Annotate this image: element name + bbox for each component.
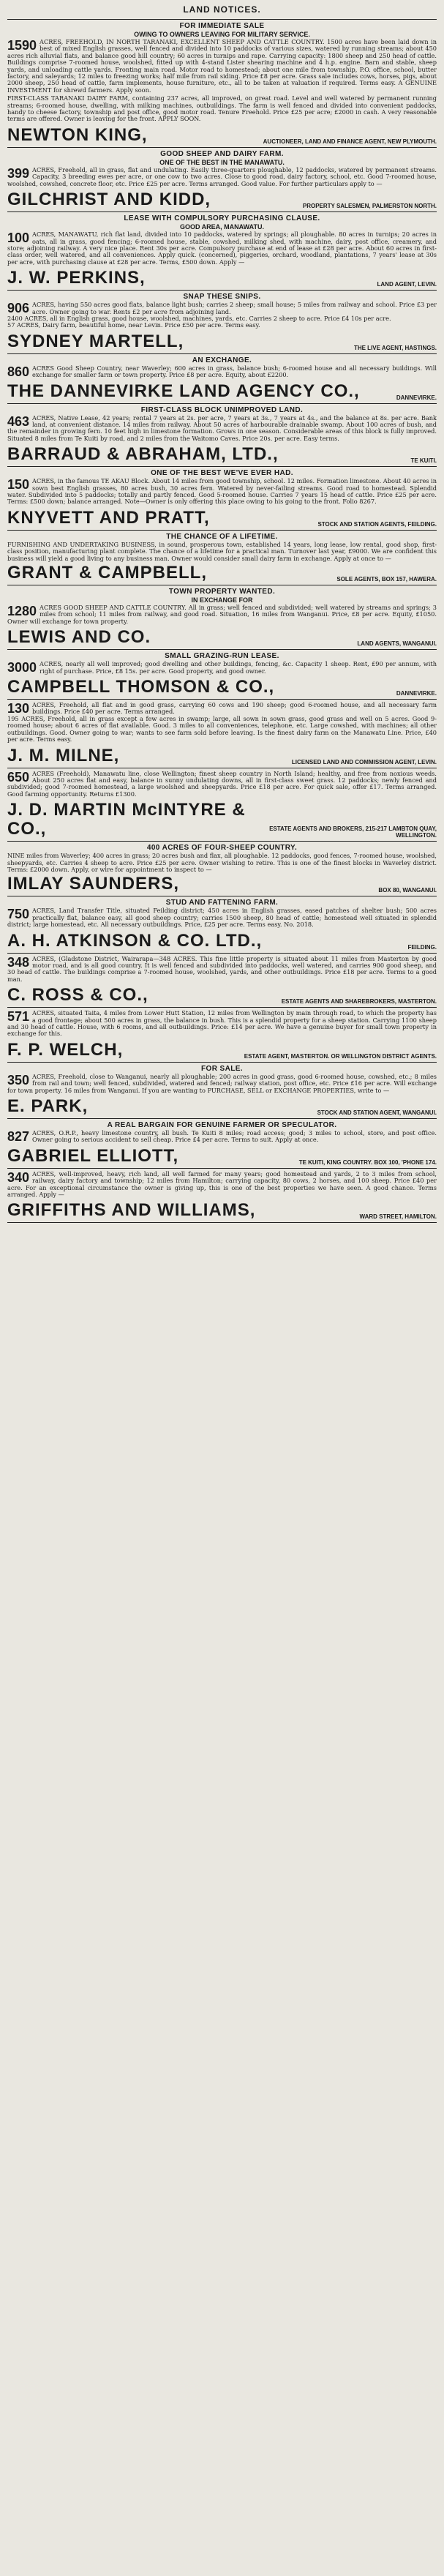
- ad-divider: [7, 211, 437, 212]
- ad-block: [7, 844, 437, 896]
- ad-agent-signature: [7, 986, 437, 1005]
- ad-subheading: GOOD AREA, MANAWATU.: [180, 223, 264, 231]
- ad-body: [7, 1010, 437, 1038]
- ad-divider: [7, 649, 437, 650]
- ad-block: [7, 293, 437, 354]
- ad-acreage-number: 1280: [7, 604, 37, 619]
- ad-block: [7, 588, 437, 650]
- ad-block: [7, 1121, 437, 1169]
- ad-agent-signature: [7, 190, 437, 209]
- agent-address: SOLE AGENTS, BOX 157, HAWERA.: [336, 576, 437, 583]
- ad-divider: [7, 699, 437, 700]
- ad-agent-signature: [7, 126, 437, 145]
- ad-agent-signature: [7, 509, 437, 528]
- ad-body-text: ACRES, O.R.P., heavy limestone country, all bush. Te Kuiti 8 miles; road access; good; 3 miles to school, store, and post office. Owner going to serious accident to sell cheap. Price £4 per acre. Terms to suit. Apply at once.: [32, 1129, 437, 1144]
- agent-address: AUCTIONEER, LAND AND FINANCE AGENT, NEW PLYMOUTH.: [263, 138, 437, 145]
- ad-body: [7, 907, 437, 928]
- ad-block: [7, 652, 437, 700]
- ad-subheading: IN EXCHANGE FOR: [191, 596, 253, 604]
- agent-name: J. D. MARTIN McINTYRE & CO.,: [7, 800, 246, 839]
- ad-block: [7, 1010, 437, 1063]
- agent-address: WARD STREET, HAMILTON.: [359, 1213, 437, 1221]
- ad-block: [7, 1065, 437, 1119]
- ad-body: [7, 365, 437, 379]
- ad-section-heading: 400 ACRES OF FOUR-SHEEP COUNTRY.: [146, 844, 298, 853]
- ad-body-text: ACRES, situated Taita, 4 miles from Lower Hutt Station, 12 miles from Wellington by main through road, to which the property has a good frontage; about 500 acres in grass, the balance in bush. This is a splendid property for a sheep station. Carrying 1100 sheep and 30 head of cattle. House, with 6 rooms, and all outbuildings. Price: £14 per acre. We have a genuine buyer for small town property in exchange for this.: [7, 1009, 437, 1038]
- agent-name: SYDNEY MARTELL,: [7, 331, 184, 351]
- ad-body-text: ACRES, nearly all well improved; good dwelling and other buildings, fencing, &c. Capacity 1 sheep. Rent, £90 per annum, with right of purchase. Price, £8 15s. per acre. Good property, and good owner.: [39, 660, 437, 675]
- ad-block: [7, 956, 437, 1008]
- ad-agent-signature: [7, 445, 437, 464]
- agent-name: F. P. WELCH,: [7, 1039, 124, 1060]
- ad-divider: [7, 1062, 437, 1063]
- ad-body: [7, 302, 437, 329]
- ad-divider: [7, 1118, 437, 1119]
- ad-acreage-number: 571: [7, 1009, 30, 1025]
- ad-agent-signature: [7, 746, 437, 765]
- ad-section-heading: GOOD SHEEP AND DAIRY FARM.: [160, 149, 284, 158]
- ad-section-heading: AN EXCHANGE.: [192, 356, 252, 364]
- agent-name: BARRAUD & ABRAHAM, LTD.,: [7, 444, 279, 465]
- ad-body: [7, 167, 437, 187]
- ad-subheading: OWING TO OWNERS LEAVING FOR MILITARY SERVICE.: [134, 31, 310, 38]
- ad-divider: [7, 1007, 437, 1008]
- ad-body: [7, 1130, 437, 1144]
- ad-divider: [7, 530, 437, 531]
- ad-acreage-number: 3000: [7, 660, 37, 675]
- ad-divider: [7, 466, 437, 467]
- page-header: LAND NOTICES.: [183, 4, 261, 15]
- ad-section-heading: ONE OF THE BEST WE'VE EVER HAD.: [151, 469, 293, 478]
- ad-body: [7, 542, 437, 562]
- ad-body-text: ACRES, well-improved, heavy, rich land, all well farmed for many years; good homestead and yards, 2 to 3 miles from school, railway, dairy factory and township; 12 miles from Hamilton; carrying capacity, 80 cows, 2 horses, and 100 sheep. Price £40 per acre. For an exceptional circumstance the owner is giving up, this is one of the best properties we have seen. A good chance. Terms arranged. Apply —: [7, 1169, 437, 1199]
- agent-name: IMLAY SAUNDERS,: [7, 874, 180, 894]
- ad-divider: [7, 403, 437, 404]
- ad-body: [7, 661, 437, 675]
- ad-section-heading: THE CHANCE OF A LIFETIME.: [166, 532, 278, 541]
- ad-agent-signature: [7, 932, 437, 951]
- ad-block: [7, 214, 437, 291]
- ad-body-text: ACRES, Native Lease, 42 years; rental 7 years at 2s. per acre, 7 years at 3s., 7 years at 4s., and the balance at 8s. per acre. Bank land, at convenient distance. 14 miles from railway. About 50 acres of harbourable drainable swamp. About 100 acres of bush, and the remainder in growing fern. 10 feet high in limestone formation. Grows in one season. Considerable areas of this block is fully improved. Situated 8 miles from Te Kuiti by road, and 2 miles from the Waitomo Caves. Price 20s. per acre. Easy terms.: [7, 413, 437, 442]
- ad-body: [7, 478, 437, 506]
- ad-agent-signature: [7, 875, 437, 894]
- ad-agent-signature: [7, 332, 437, 351]
- ad-body-text: ACRES, Freehold, all flat and in good grass, carrying 60 cows and 190 sheep; good 6-roomed house, and all necessary farm buildings. Price £40 per acre. Terms arranged. 195 ACRES, Freehold, all in grass except a few acres in swamp; large, all sown in sown grass, good grass and well on 5 acres. Good 9-roomed house; about 6 acres of flat available. Good. 3 miles to all conveniences, telephone, etc. Large cowshed, with machines; all other outbuildings. Good. Owner going to war; wants to see farm sold before leaving. Is the finest dairy farm on the Manawatu Line. Price, £40 per acre. Terms easy.: [7, 701, 437, 744]
- ad-acreage-number: 100: [7, 231, 30, 246]
- ad-body: [7, 1074, 437, 1094]
- ad-section-heading: SNAP THESE SNIPS.: [183, 293, 261, 302]
- agent-address: TE KUITI.: [410, 457, 437, 465]
- ads-column: [7, 22, 437, 1223]
- ad-body: [7, 604, 437, 625]
- ad-section-heading: LEASE WITH COMPULSORY PURCHASING CLAUSE.: [124, 214, 320, 223]
- ad-agent-signature: [7, 564, 437, 583]
- agent-address: LAND AGENT, LEVIN.: [377, 281, 437, 288]
- ad-body-text: ACRES GOOD SHEEP AND CATTLE COUNTRY. All in grass; well fenced and subdivided; well watered by streams and springs; 3 miles from school; 11 miles from railway, and good road. Situation, 16 miles from Wanganui. Price, £8 per acre. Equity, £1050. Owner will exchange for town property.: [7, 604, 437, 625]
- agent-address: STOCK AND STATION AGENT, WANGANUI.: [317, 1109, 437, 1117]
- agent-name: THE DANNEVIRKE LAND AGENCY CO.,: [7, 381, 360, 401]
- ad-block: [7, 533, 437, 585]
- agent-name: A. H. ATKINSON & CO. LTD.,: [7, 930, 263, 951]
- agent-address: ESTATE AGENTS AND SHAREBROKERS, MASTERTON.: [281, 998, 437, 1006]
- ad-acreage-number: 650: [7, 769, 30, 785]
- agent-address: PROPERTY SALESMEN, PALMERSTON NORTH.: [302, 203, 437, 210]
- ad-block: [7, 469, 437, 531]
- ad-acreage-number: 150: [7, 477, 30, 493]
- agent-address: DANNEVIRKE.: [396, 690, 437, 697]
- ad-divider: [7, 1222, 437, 1223]
- agent-name: LEWIS AND CO.: [7, 627, 151, 648]
- agent-name: C. ROSS & CO.,: [7, 985, 148, 1006]
- ad-block: [7, 1171, 437, 1224]
- agent-name: GILCHRIST AND KIDD,: [7, 190, 211, 210]
- ad-acreage-number: 860: [7, 364, 30, 379]
- ad-acreage-number: 1590: [7, 38, 37, 53]
- ad-secondary-body: FIRST-CLASS TARANAKI DAIRY FARM, containing 237 acres, all improved, on great road. Level and well watered by permanent running streams; 6-roomed house, dwelling, with milking machines, outbuildings. The farm is well fenced and divided into convenient paddocks, handy to cheese factory, township and post office, good motor road. Tenure Freehold. Price £25 per acre; £2000 in cash. A very reasonable terms are offered. Owner is leaving for the front. APPLY SOON.: [7, 94, 437, 123]
- ad-body-text: FURNISHING AND UNDERTAKING BUSINESS, in sound, prosperous town, established 14 years, long lease, low rental, good shop, first-class position, manufacturing plant complete. The chance of a lifetime for a practical man. Turnover last year, £9000. We are confident this business will yield a good living to any business man. Owner would consider small dairy farm in exchange. Apply at once to —: [7, 540, 437, 562]
- ad-agent-signature: [7, 1147, 437, 1166]
- ad-block: [7, 771, 437, 842]
- ad-agent-signature: [7, 382, 437, 401]
- ad-acreage-number: 750: [7, 907, 30, 922]
- ad-divider: [7, 1168, 437, 1169]
- agent-address: STOCK AND STATION AGENTS, FEILDING.: [317, 520, 437, 528]
- ad-body-text: ACRES, Freehold, all in grass, flat and undulating. Easily three-quarters ploughable, 12 paddocks, watered by permanent streams. Capacity, 3 breeding ewes per acre, or one cow to two acres. Close to good road, dairy factory, school, etc. Good 7-roomed house, woolshed, cowshed, concrete floor, etc. Price £25 per acre. Terms arranged. Good value. For further particulars apply to —: [7, 165, 437, 187]
- ad-agent-signature: [7, 801, 437, 839]
- ad-body: [7, 771, 437, 798]
- ad-acreage-number: 340: [7, 1169, 30, 1185]
- ad-block: [7, 899, 437, 953]
- ad-acreage-number: 827: [7, 1129, 30, 1145]
- ad-block: [7, 702, 437, 768]
- ad-body-text: ACRES, having 550 acres good flats, balance light bush; carries 2 sheep; small house; 5 miles from railway and school. Price £3 per acre. Owner going to war. Rents £2 per acre from adjoining land. 2400 ACRES, all in English grass, good house, woolshed, machines, yards, etc. Carries 2 sheep to acre. Price £4 10s per acre. 57 ACRES, Dairy farm, beautiful home, near Levin. Price £50 per acre. Terms easy.: [7, 301, 437, 329]
- ad-acreage-number: 348: [7, 954, 30, 970]
- ad-body-text: ACRES, Land Transfer Title, situated Feilding district; 450 acres in English grasses, eased patches of shelter bush; 500 acres practically flat, balance easy, all good sheep country; carries 1500 sheep, 80 head of cattle; homestead well situated in splendid district; large homestead, etc. All necessary outbuildings. Price, £25 per acre. Terms easy. No. 2018.: [7, 907, 437, 929]
- ad-body-text: ACRES (Freehold), Manawatu line, close Wellington; finest sheep country in North Island; healthy, and free from noxious weeds. About 250 acres flat and easy, balance in sunny undulating downs, all in first-class sweet grass. 12 paddocks; newly fenced and subdivided; good 7-roomed homestead, a large woolshed and sheepyards. Price £18 per acre. For quick sale, offer £17. Terms arranged. Good farming opportunity. Returns £1300.: [7, 769, 437, 798]
- ad-divider: [7, 147, 437, 148]
- ad-agent-signature: [7, 1041, 437, 1060]
- ad-agent-signature: [7, 269, 437, 288]
- ad-block: [7, 150, 437, 212]
- ad-body-text: ACRES, MANAWATU, rich flat land, divided into 10 paddocks, watered by springs; all ploughable. 80 acres in turnips; 20 acres in oats, all in grass, good fencing; 6-roomed house, stable, cowshed, milking shed, with machine, dairy, post office, creamery, and store; adjoining railway. A very nice place. Rent 30s per acre. Compulsory purchase at end of lease at £28 per acre. About 60 acres in first-class order, well watered, and all conveniences. Apply quick. (concerned), piggeries, orchard, woodland, plantations, 7 years' lease at 30s per acre, with purchasing clause at £28 per acre. Terms, £500 down. Apply —: [7, 231, 437, 266]
- agent-name: J. M. MILNE,: [7, 745, 120, 765]
- agent-address: THE LIVE AGENT, HASTINGS.: [353, 344, 437, 351]
- ad-block: [7, 356, 437, 404]
- agent-name: KNYVETT AND PRATT,: [7, 507, 210, 528]
- agent-name: E. PARK,: [7, 1096, 89, 1117]
- agent-name: GRANT & CAMPBELL,: [7, 563, 207, 583]
- ad-body: [7, 702, 437, 743]
- ad-body: [7, 853, 437, 873]
- ad-subheading: ONE OF THE BEST IN THE MANAWATU.: [159, 158, 285, 166]
- agent-address: LAND AGENTS, WANGANUI.: [357, 640, 437, 648]
- ad-section-heading: A REAL BARGAIN FOR GENUINE FARMER OR SPECULATOR.: [107, 1121, 337, 1130]
- ad-acreage-number: 350: [7, 1072, 30, 1087]
- ad-acreage-number: 463: [7, 413, 30, 429]
- ad-divider: [7, 953, 437, 954]
- ad-body-text: NINE miles from Waverley; 400 acres in grass; 20 acres bush and flax, all ploughable. 12 paddocks, good fences, 7-roomed house, woolshed, sheepyards, etc. Carries 4 sheep to acre. Price £25 per acre. Owner wishing to retire. This is one of the finest blocks in Waverley district. Terms: £2000 down. Apply, or wire for appointment to inspect to —: [7, 852, 437, 873]
- agent-address: FEILDING.: [407, 943, 437, 951]
- ad-acreage-number: 906: [7, 301, 30, 316]
- ad-divider: [7, 353, 437, 354]
- ad-body-text: ACRES Good Sheep Country, near Waverley; 600 acres in grass, balance bush; 6-roomed house and all necessary buildings. Will exchange for smaller farm or town property. Price £8 per acre. Equity, about £2200.: [32, 364, 437, 379]
- agent-name: CAMPBELL THOMSON & CO.,: [7, 677, 275, 697]
- ad-acreage-number: 399: [7, 165, 30, 181]
- ad-section-heading: TOWN PROPERTY WANTED.: [168, 588, 276, 596]
- ad-section-heading: FOR SALE.: [201, 1064, 243, 1073]
- ad-agent-signature: [7, 1097, 437, 1116]
- ad-body: [7, 231, 437, 266]
- ad-acreage-number: 130: [7, 701, 30, 716]
- agent-name: GRIFFITHS AND WILLIAMS,: [7, 1200, 256, 1221]
- ad-body: [7, 1171, 437, 1199]
- ad-body-text: ACRES, (Gladstone District, Wairarapa—348 ACRES. This fine little property is situated about 11 miles from Masterton by good motor road, and is all good country. It is well fenced and subdivided into paddocks, well watered, and carries 900 good sheep, and 30 head of cattle. The buildings comprise a 7-roomed house, woolshed, yards, and other outbuildings. Price £18 per acre. Terms to a good man.: [7, 954, 437, 983]
- agent-name: GABRIEL ELLIOTT,: [7, 1145, 179, 1166]
- ad-agent-signature: [7, 628, 437, 647]
- ad-body: [7, 415, 437, 443]
- agent-address: BOX 80, WANGANUI.: [378, 887, 437, 894]
- header-rule: [7, 19, 437, 20]
- agent-name: NEWTON KING,: [7, 124, 148, 145]
- ad-body-text: ACRES, FREEHOLD, IN NORTH TARANAKI, EXCELLENT SHEEP AND CATTLE COUNTRY. 1500 acres have been laid down in best of mixed English grasses, well fenced and divided into 10 paddocks of various sizes, watered by running streams; about 450 acres rich alluvial flats, and balance good hill country; 60 acres in turnips and rape. Carrying capacity: 1800 sheep and 250 head of cattle. Buildings comprise 7-roomed house, woolshed, fitted up with 4-stand Lister shearing machine and 4 h.p. engine. Barn and stable, sheep yards, and unloading cattle yards. Fronting main road. Motor road to homestead; about one mile from township, P.O. office, school, butter factory, and saleyards; 12 miles to freezing works; half mile from rail siding. Price £8 per acre. Grass sale includes cows, horses, pigs, about 2000 sheep, 250 head of cattle, farm implements, house furniture, etc., all to be taken at valuation if required. Terms easy. A GENUINE INVESTMENT for shrewd farmers. Apply soon.: [7, 38, 437, 94]
- agent-address: ESTATE AGENT, MASTERTON. OR WELLINGTON DISTRICT AGENTS.: [244, 1052, 437, 1060]
- agent-address: ESTATE AGENTS AND BROKERS, 215-217 LAMBTON QUAY, WELLINGTON.: [269, 825, 437, 839]
- ad-divider: [7, 841, 437, 842]
- ad-body-text: ACRES, in the famous TE AKAU Block. About 14 miles from good township, school. 12 miles. Formation limestone. About 40 acres in sown best English grasses, 80 acres bush, 30 acres fern. Watered by never-failing streams. Good road to homestead. Splendid water. Subdivided into 5 paddocks; totally and partly fenced. Good 5-roomed house. Carries 7 years 15 head of cattle. Price £25 per acre. Terms: £500 down; balance arranged. Note—Owner is only offering this place owing to his going to the front. Folio 8267.: [7, 477, 437, 506]
- agent-address: DANNEVIRKE.: [396, 394, 437, 401]
- ad-block: [7, 406, 437, 468]
- ad-divider: [7, 290, 437, 291]
- ad-section-heading: FOR IMMEDIATE SALE: [179, 22, 265, 30]
- ad-body: [7, 39, 437, 94]
- ad-agent-signature: [7, 1201, 437, 1220]
- ad-block: [7, 22, 437, 148]
- ad-section-heading: FIRST-CLASS BLOCK UNIMPROVED LAND.: [140, 405, 304, 414]
- ad-body: [7, 956, 437, 984]
- ad-section-heading: STUD AND FATTENING FARM.: [165, 899, 279, 907]
- ad-agent-signature: [7, 678, 437, 697]
- agent-name: J. W. PERKINS,: [7, 268, 146, 288]
- ad-body-text: ACRES, Freehold, close to Wanganui, nearly all ploughable; 200 acres in good grass, good 6-roomed house, cowshed, etc.; 8 miles from rail and town; well fenced, subdivided, watered and fenced; railway station, post office, etc. Price £16 per acre. Will exchange for town property. 16 miles from Wanganui. If you are wanting to PURCHASE, SELL or EXCHANGE PROPERTIES, write to —: [7, 1072, 437, 1094]
- land-notices-page: [7, 0, 437, 2576]
- ad-section-heading: SMALL GRAZING-RUN LEASE.: [165, 652, 279, 661]
- agent-address: LICENSED LAND AND COMMISSION AGENT, LEVIN.: [291, 758, 437, 765]
- agent-address: TE KUITI, KING COUNTRY. BOX 100, 'PHONE 174.: [298, 1158, 437, 1166]
